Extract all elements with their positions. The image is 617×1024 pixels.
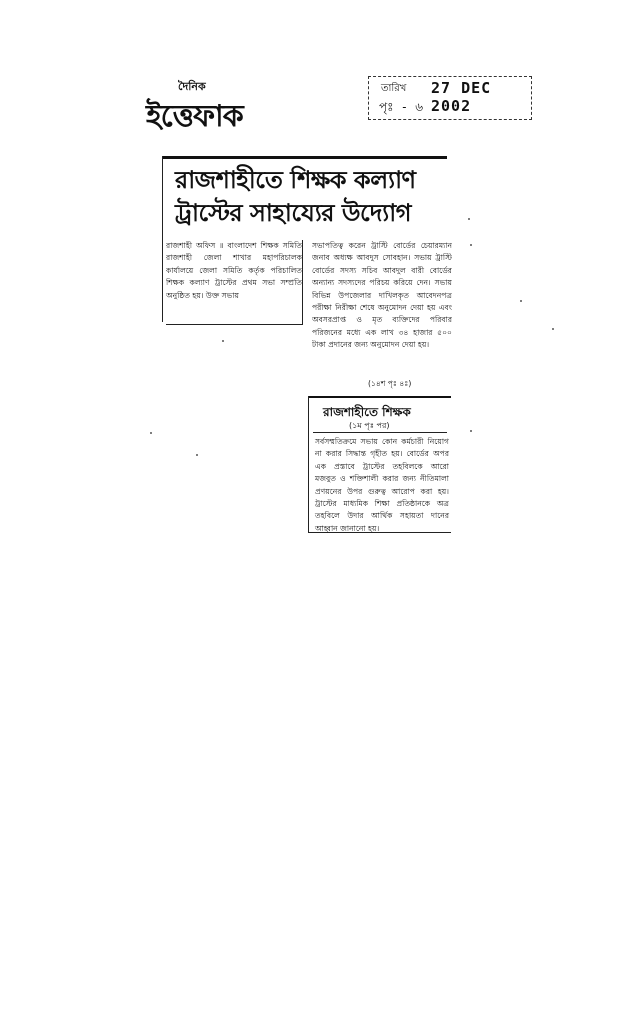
stamp-label: তারিখ (381, 83, 407, 94)
headline-line-2: ট্রাস্টের সাহায্যের উদ্যোগ (175, 199, 411, 227)
scan-speck (520, 300, 522, 302)
newspaper-name: ইত্তেফাক (146, 99, 243, 134)
continuation-divider (313, 432, 447, 433)
scan-speck (196, 454, 198, 456)
continuation-body: সর্বসম্মতিক্রমে সভায় কোন কর্মচারী নিয়োগ না করার সিদ্ধান্ত গৃহীত হয়। বোর্ডের অপর এক প্রস্তাবে ট্রাস্টের তহবিলকে আরো মজবুত ও শক্তিশালী করার জন্য নীতিমালা প্রণয়নের উপর গুরুত্ব আরোপ করা হয়। ট্রাস্টের মাধ্যমিক শিক্ষা প্রতিষ্ঠানকে অত্র তহবিলে উদার আর্থিক সহায়তা দানের আহ্বান জানানো হয়। (315, 437, 449, 533)
scan-speck (468, 218, 470, 220)
article-headline (175, 164, 447, 230)
article-column-1: রাজশাহী অফিস ॥ বাংলাদেশ শিক্ষক সমিতি রাজশাহী জেলা শাখার মহাপরিচালক কার্যালয়ে জেলা সমিতি কর্তৃক পরিচালিত শিক্ষক কল্যাণ ট্রাস্টের প্রথম সভা সম্প্রতি অনুষ্ঠিত হয়। উক্ত সভায় (166, 240, 303, 325)
continuation-subtitle: (১ম পৃঃ পর) (349, 421, 390, 430)
headline-line-1: রাজশাহীতে শিক্ষক কল্যাণ (175, 166, 416, 194)
stamp-date: 27 DEC 2002 (431, 79, 492, 115)
continuation-title: রাজশাহীতে শিক্ষক (323, 405, 411, 419)
column-2-text: সভাপতিত্ব করেন ট্রাস্টি বোর্ডের চেয়ারম্যান জনাব অধ্যক্ষ আবদুস সোবহান। সভায় ট্রাস্টি বোর্ডের সদস্য সচিব আবদুল বারী বোর্ডের অন্যান্য সদস্যদের পরিচয় করিয়ে দেন। সভায় বিভিন্ন উপজেলার দাখিলকৃত আবেদনপত্র পরীক্ষা নিরীক্ষা শেষে অনুমোদন দেয়া হয় এবং অবসরপ্রাপ্ত ও মৃত ব্যক্তিদের পরিবার পরিজনের মধ্যে এক লাখ ৩৪ হাজার ৫০০ টাকা প্রদানের জন্য অনুমোদন দেয়া হয়। (312, 241, 452, 350)
masthead-prefix: দৈনিক (178, 80, 206, 93)
continued-note: (১৪শ পৃঃ ৪ঃ) (368, 378, 412, 388)
scan-speck (552, 328, 554, 330)
stamp-page-line: পৃঃ - ৬ (379, 100, 424, 114)
clipping-top-rule (163, 156, 447, 159)
scan-speck (222, 340, 224, 342)
continuation-top-rule (309, 396, 451, 398)
scan-speck (470, 244, 472, 246)
date-stamp (368, 76, 532, 120)
article-column-2 (312, 240, 452, 390)
scan-speck (150, 432, 152, 434)
scan-speck (470, 430, 472, 432)
continuation-clipping (308, 396, 451, 533)
